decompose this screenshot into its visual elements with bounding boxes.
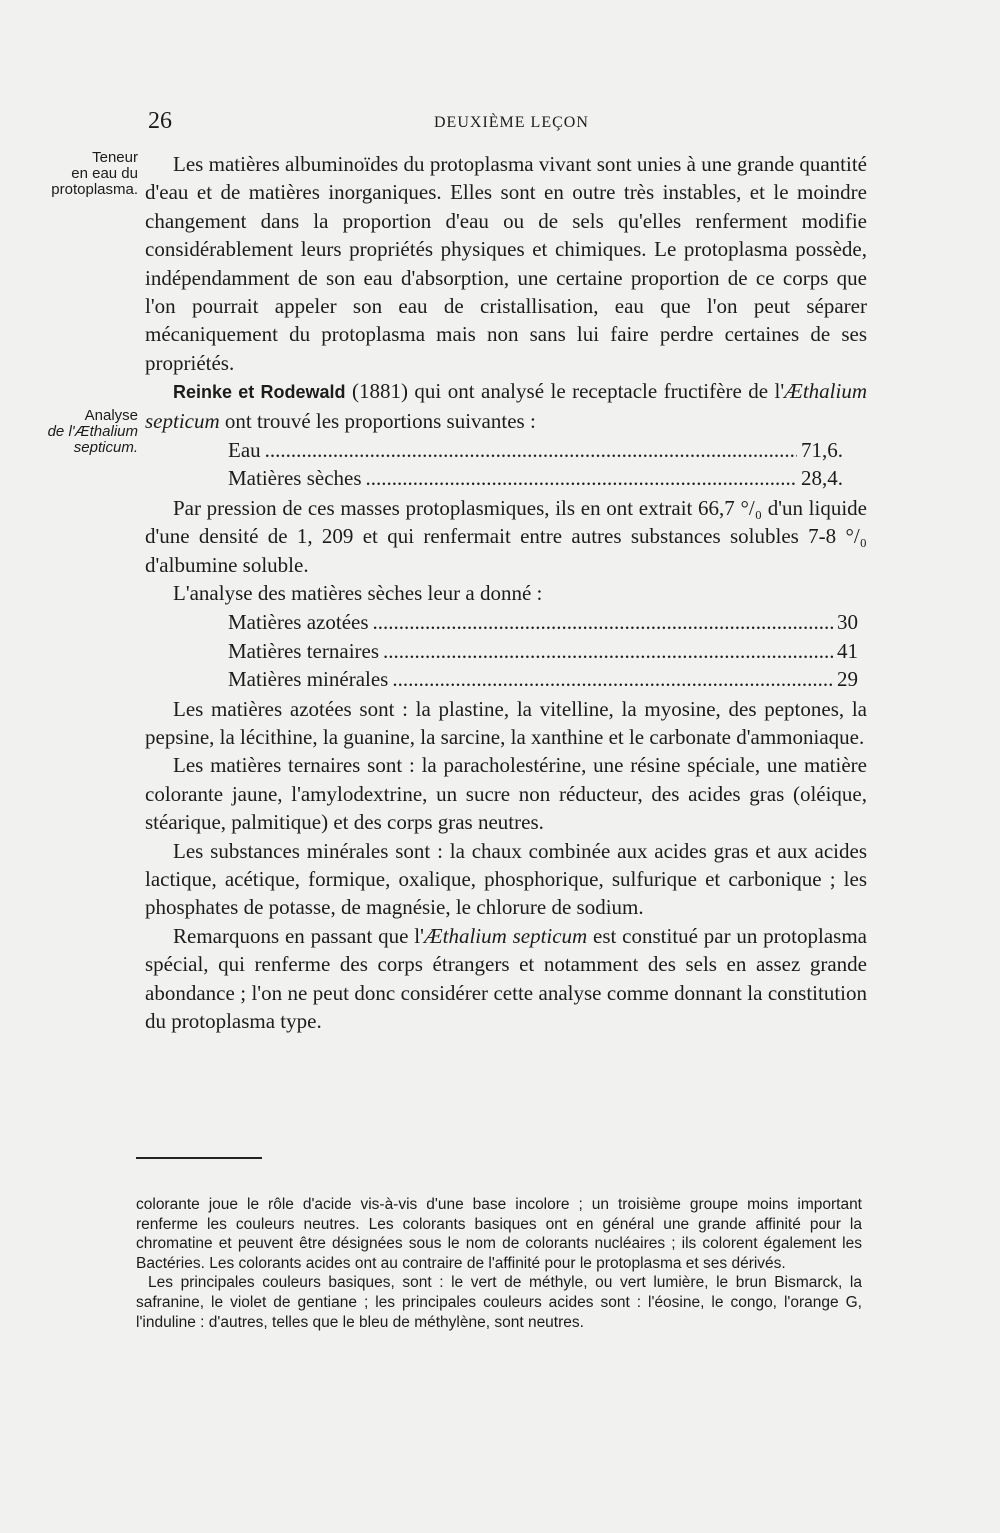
table-row <box>228 436 843 464</box>
paragraph-2-text-b: ont trouvé les proportions suivantes : <box>219 408 536 433</box>
margin-note-line: Teneur <box>92 149 138 166</box>
dry-matter-table <box>228 608 858 693</box>
row-value: 29 <box>837 667 858 692</box>
row-value: 71,6. <box>801 438 843 463</box>
paragraph-5: Les matières azotées sont : la plastine, la vitelline, la myosine, des peptones, la pepsine, la lécithine, la guanine, la sarcine, la xanthine et le carbonate d'ammoniaque. <box>145 696 867 750</box>
composition-table <box>228 436 843 493</box>
footnote-separator <box>136 1157 262 1159</box>
footnote-paragraph-2: Les principales couleurs basiques, sont : le vert de méthyle, ou vert lumière, le brun Bismarck, la safranine, le violet de gentiane ; les principales couleurs acides sont : l'éosine, le congo, l'orange G, l'induline : d'autres, telles que le bleu de méthylène, sont neutres. <box>136 1274 862 1331</box>
footnote <box>136 1195 862 1332</box>
paragraph-1: Les matières albuminoïdes du protoplasma vivant sont unies à une grande quantité d'eau et de matières inorganiques. Elles sont en outre très instables, et le moindre changement dans la proportion d'eau ou de sels qu'elles renferment modifie considérablement leurs propriétés physiques et chimiques. Le protoplasma possède, indépendamment de son eau d'absorption, une certaine proportion de ce corps que l'on pourrait appeler son eau de cristallisation, eau que l'on peut séparer mécaniquement du protoplasma mais non sans lui faire perdre certaines de ses propriétés. <box>145 152 867 375</box>
row-value: 28,4. <box>801 466 843 491</box>
paragraph-3: Par pression de ces masses protoplasmiques, ils en ont extrait 66,7 °/₀ d'un liquide d'une densité de 1, 209 et qui renfermait entre autres substances solubles 7-8 °/₀ d'albumine soluble. <box>145 495 867 577</box>
margin-note-line: Analyse <box>84 407 138 424</box>
dot-leader <box>265 436 797 464</box>
row-value: 30 <box>837 610 858 635</box>
paragraph-2 <box>145 377 867 435</box>
margin-note-line: septicum. <box>73 439 138 456</box>
dot-leader <box>383 637 833 665</box>
page-number: 26 <box>148 108 172 134</box>
margin-note-line: en eau du <box>71 165 138 182</box>
table-row <box>228 608 858 636</box>
row-label: Matières sèches <box>228 466 362 491</box>
paragraph-2-text-a: (1881) qui ont analysé le receptacle fructifère de l' <box>345 379 785 404</box>
species-name: Æthalium septicum <box>145 379 867 433</box>
margin-note-line: de l'Æthalium <box>47 423 138 440</box>
running-head: DEUXIÈME LEÇON <box>434 114 589 131</box>
paragraph-4: L'analyse des matières sèches leur a donné : <box>173 581 543 606</box>
table-row <box>228 665 858 693</box>
margin-note-teneur <box>8 150 138 198</box>
footnote-paragraph-1: colorante joue le rôle d'acide vis-à-vis d'une base incolore ; un troisième groupe moins important renferme les couleurs neutres. Les colorants basiques ont en général une grande affinité pour la chromatine et peuvent être désignées sous le nom de colorants nucléaires ; ils colorent également les Bactéries. Les colorants acides ont au contraire de l'affinité pour le protoplasma et ses dérivés. <box>136 1196 862 1272</box>
row-value: 41 <box>837 638 858 663</box>
dot-leader <box>373 608 833 636</box>
table-row <box>228 464 843 492</box>
paragraph-6: Les matières ternaires sont : la paracholestérine, une résine spéciale, une matière colorante jaune, l'amylodextrine, un sucre non réducteur, des acides gras (oléique, stéarique, palmitique) et des corps gras neutres. <box>145 753 867 835</box>
margin-note-analyse <box>8 408 138 456</box>
species-name: Æthalium septicum <box>423 923 588 948</box>
dot-leader <box>392 665 833 693</box>
dot-leader <box>366 464 797 492</box>
authors: Reinke et Rodewald <box>173 382 346 403</box>
paragraph-8-text-a: Remarquons en passant que l' <box>173 923 424 948</box>
paragraph-8 <box>145 922 867 1036</box>
row-label: Matières ternaires <box>228 638 380 663</box>
row-label: Matières minérales <box>228 667 389 692</box>
table-row <box>228 637 858 665</box>
paragraph-8-text-b: est constitué par un protoplasma spécial, qui renferme des corps étrangers et notamment des sels en assez grande abondance ; l'on ne peut donc considérer cette analyse comme donnant la constitution du protoplasma type. <box>145 923 867 1034</box>
row-label: Eau <box>228 438 261 463</box>
row-label: Matières azotées <box>228 610 369 635</box>
main-text <box>145 150 867 1036</box>
margin-note-line: protoplasma. <box>51 181 138 198</box>
paragraph-7: Les substances minérales sont : la chaux combinée aux acides gras et aux acides lactique, acétique, formique, oxalique, phosphorique, sulfurique et carbonique ; les phosphates de potasse, de magnésie, le chlorure de sodium. <box>145 838 867 920</box>
